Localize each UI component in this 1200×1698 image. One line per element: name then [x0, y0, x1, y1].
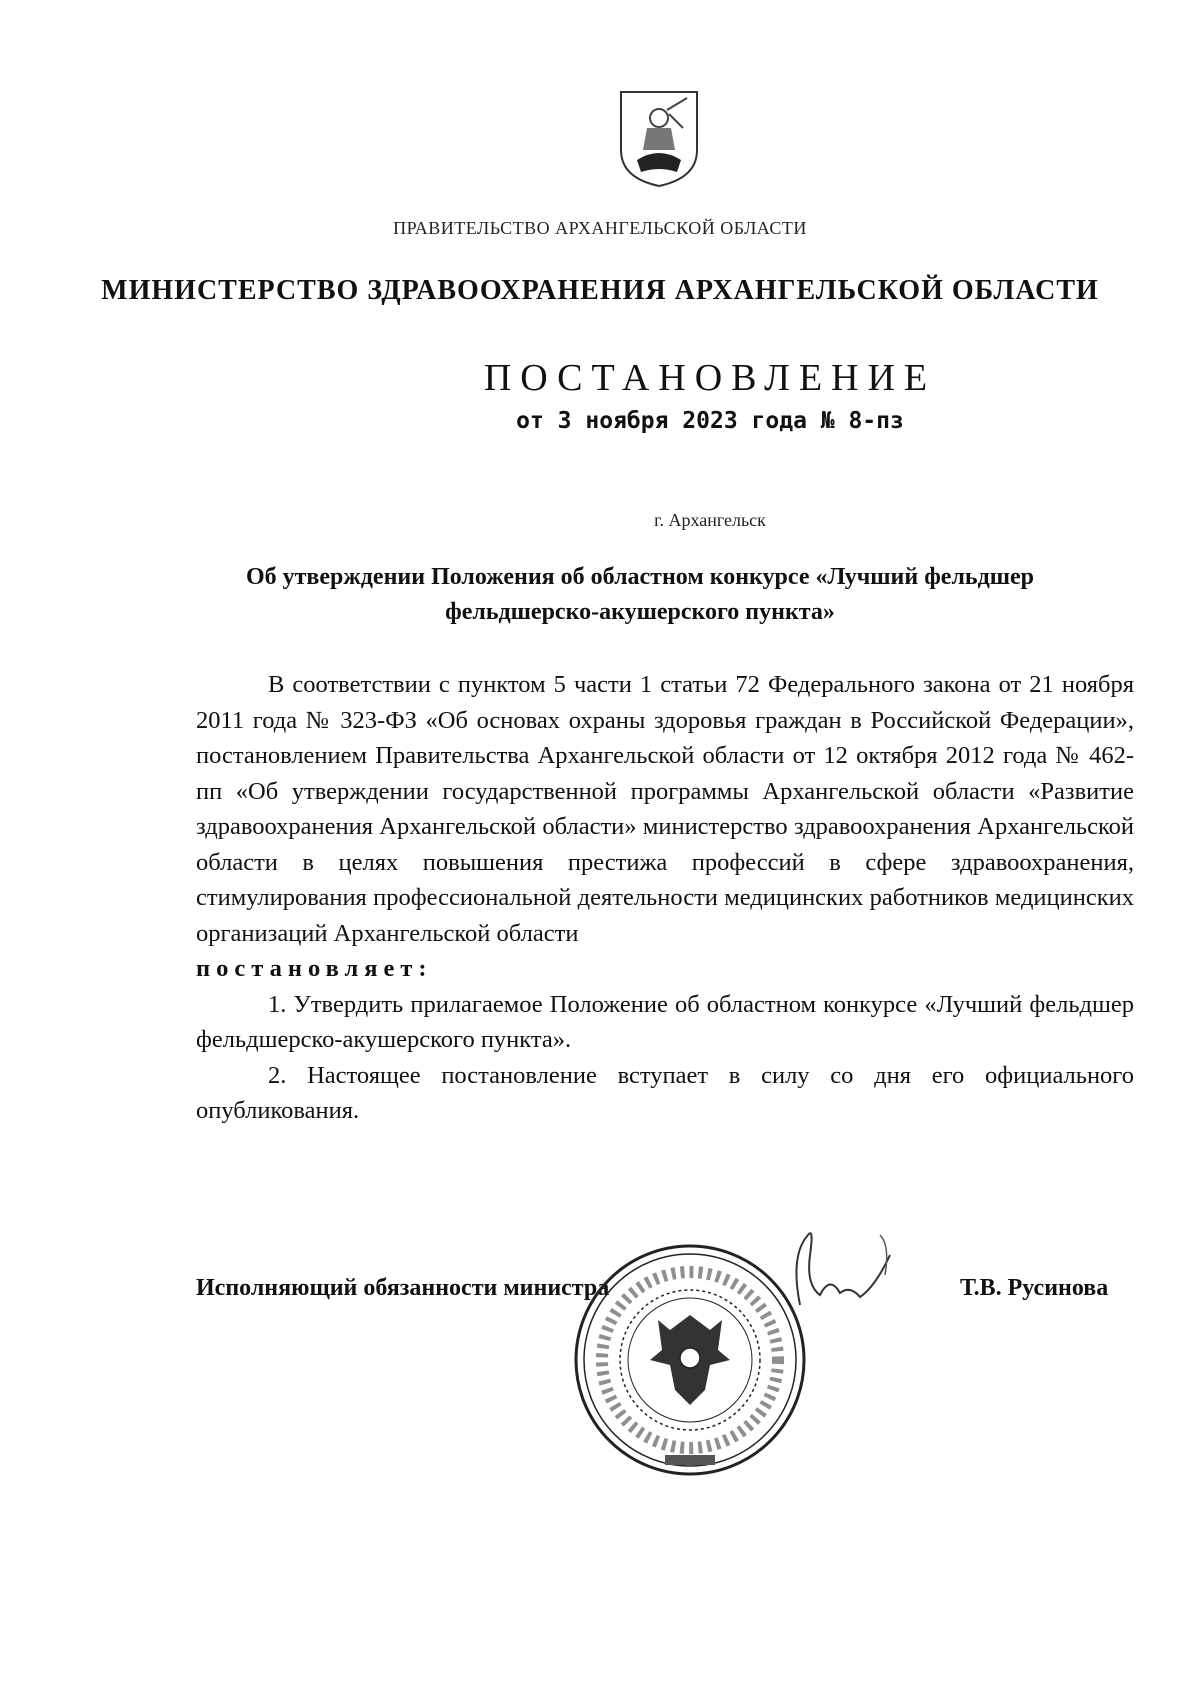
resolves-keyword: постановляет:	[196, 955, 433, 982]
document-body	[196, 667, 1134, 1129]
document-title-line: фельдшерско-акушерского пункта»	[445, 599, 835, 625]
official-round-seal-icon	[570, 1240, 810, 1480]
document-number: от 3 ноября 2023 года № 8-пз	[516, 408, 904, 434]
item-paragraph: 2. Настоящее постановление вступает в силу со дня его официального опубликования.	[196, 1061, 1134, 1124]
signatory-position: Исполняющий обязанности министра	[196, 1275, 610, 1301]
document-title	[190, 560, 1090, 630]
ministry-header: МИНИСТЕРСТВО ЗДРАВООХРАНЕНИЯ АРХАНГЕЛЬСКОЙ ОБЛАСТИ	[101, 275, 1099, 306]
document-title-line: Об утверждении Положения об областном конкурсе «Лучший фельдшер	[245, 564, 1035, 590]
signatory-name: Т.В. Русинова	[960, 1275, 1109, 1301]
document-city: г. Архангельск	[654, 510, 766, 530]
item-paragraph: 1. Утвердить прилагаемое Положение об областном конкурсе «Лучший фельдшер фельдшерско-акушерского пункта».	[196, 990, 1134, 1053]
document-type: ПОСТАНОВЛЕНИЕ	[483, 357, 937, 399]
arkhangelsk-coat-of-arms-icon	[617, 88, 701, 190]
preamble-paragraph: В соответствии с пунктом 5 части 1 статьи 72 Федерального закона от 21 ноября 2011 года № 323-ФЗ «Об основах охраны здоровья граждан в Российской Федерации», постановлением Правительства Архангельской области от 12 октября 2012 года № 462-пп «Об утверждении государственной программы Архангельской области «Развитие здравоохранения Архангельской области» министерство здравоохранения Архангельской области в целях повышения престижа профессий в сфере здравоохранения, стимулирования профессиональной деятельности медицинских работников медицинских организаций Архангельской области	[196, 671, 1134, 947]
government-header: ПРАВИТЕЛЬСТВО АРХАНГЕЛЬСКОЙ ОБЛАСТИ	[393, 218, 807, 238]
